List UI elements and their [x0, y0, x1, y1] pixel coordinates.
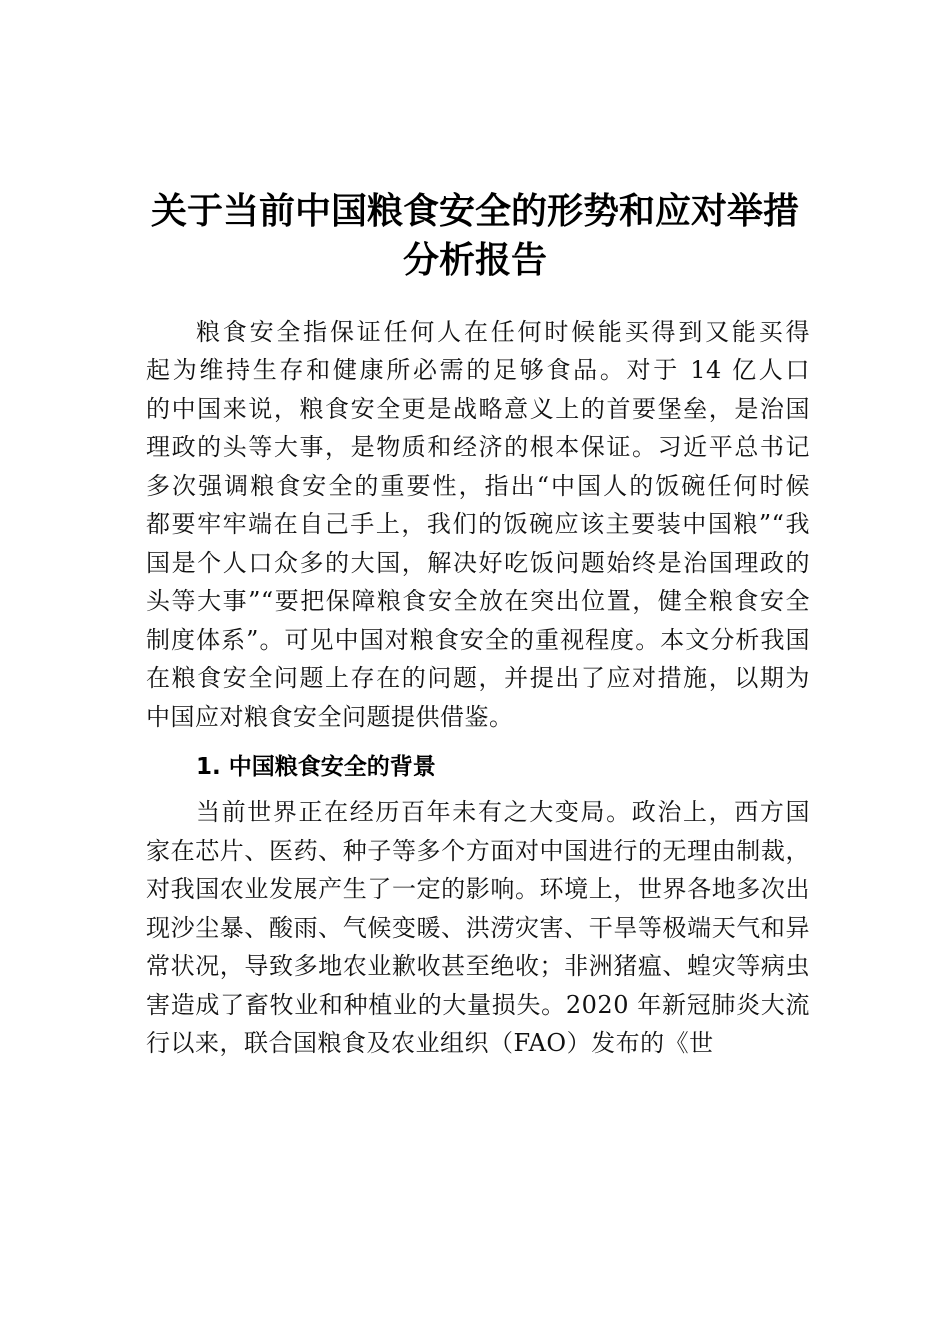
paragraph-line: 都要牢牢端在自己手上，我们的饭碗应该主要装中国粮”“我 [146, 510, 810, 538]
paragraph-line: 起为维持生存和健康所必需的足够食品。对于 14 亿人口 [146, 356, 810, 384]
paragraph-line: 多次强调粮食安全的重要性，指出“中国人的饭碗任何时候 [146, 472, 810, 500]
paragraph-line: 粮食安全指保证任何人在任何时候能买得到又能买得 [196, 318, 810, 346]
paragraph-line: 当前世界正在经历百年未有之大变局。政治上，西方国 [196, 798, 810, 826]
paragraph-line: 对我国农业发展产生了一定的影响。环境上，世界各地多次出 [146, 875, 810, 903]
paragraph-line: 行以来，联合国粮食及农业组织（FAO）发布的《世 [146, 1029, 714, 1057]
paragraph-line: 制度体系”。可见中国对粮食安全的重视程度。本文分析我国 [146, 626, 810, 654]
paragraph-line: 国是个人口众多的大国，解决好吃饭问题始终是治国理政的 [146, 549, 810, 577]
paragraph-line: 常状况，导致多地农业歉收甚至绝收；非洲猪瘟、蝗灾等病虫 [146, 952, 810, 980]
document-title-line-2: 分析报告 [402, 240, 547, 281]
paragraph-line: 头等大事”“要把保障粮食安全放在突出位置，健全粮食安全 [146, 587, 810, 615]
paragraph-line: 害造成了畜牧业和种植业的大量损失。2020 年新冠肺炎大流 [146, 991, 810, 1019]
paragraph-line: 中国应对粮食安全问题提供借鉴。 [146, 703, 514, 731]
section-heading: 1. 中国粮食安全的背景 [196, 754, 436, 780]
paragraph-line: 家在芯片、医药、种子等多个方面对中国进行的无理由制裁， [146, 837, 810, 865]
paragraph-line: 的中国来说，粮食安全更是战略意义上的首要堡垒，是治国 [146, 395, 810, 423]
paragraph-line: 理政的头等大事，是物质和经济的根本保证。习近平总书记 [146, 433, 810, 461]
document-title-line-1: 关于当前中国粮食安全的形势和应对举措 [150, 191, 799, 232]
paragraph-line: 现沙尘暴、酸雨、气候变暖、洪涝灾害、干旱等极端天气和异 [146, 914, 810, 942]
paragraph-line: 在粮食安全问题上存在的问题，并提出了应对措施，以期为 [146, 664, 810, 692]
